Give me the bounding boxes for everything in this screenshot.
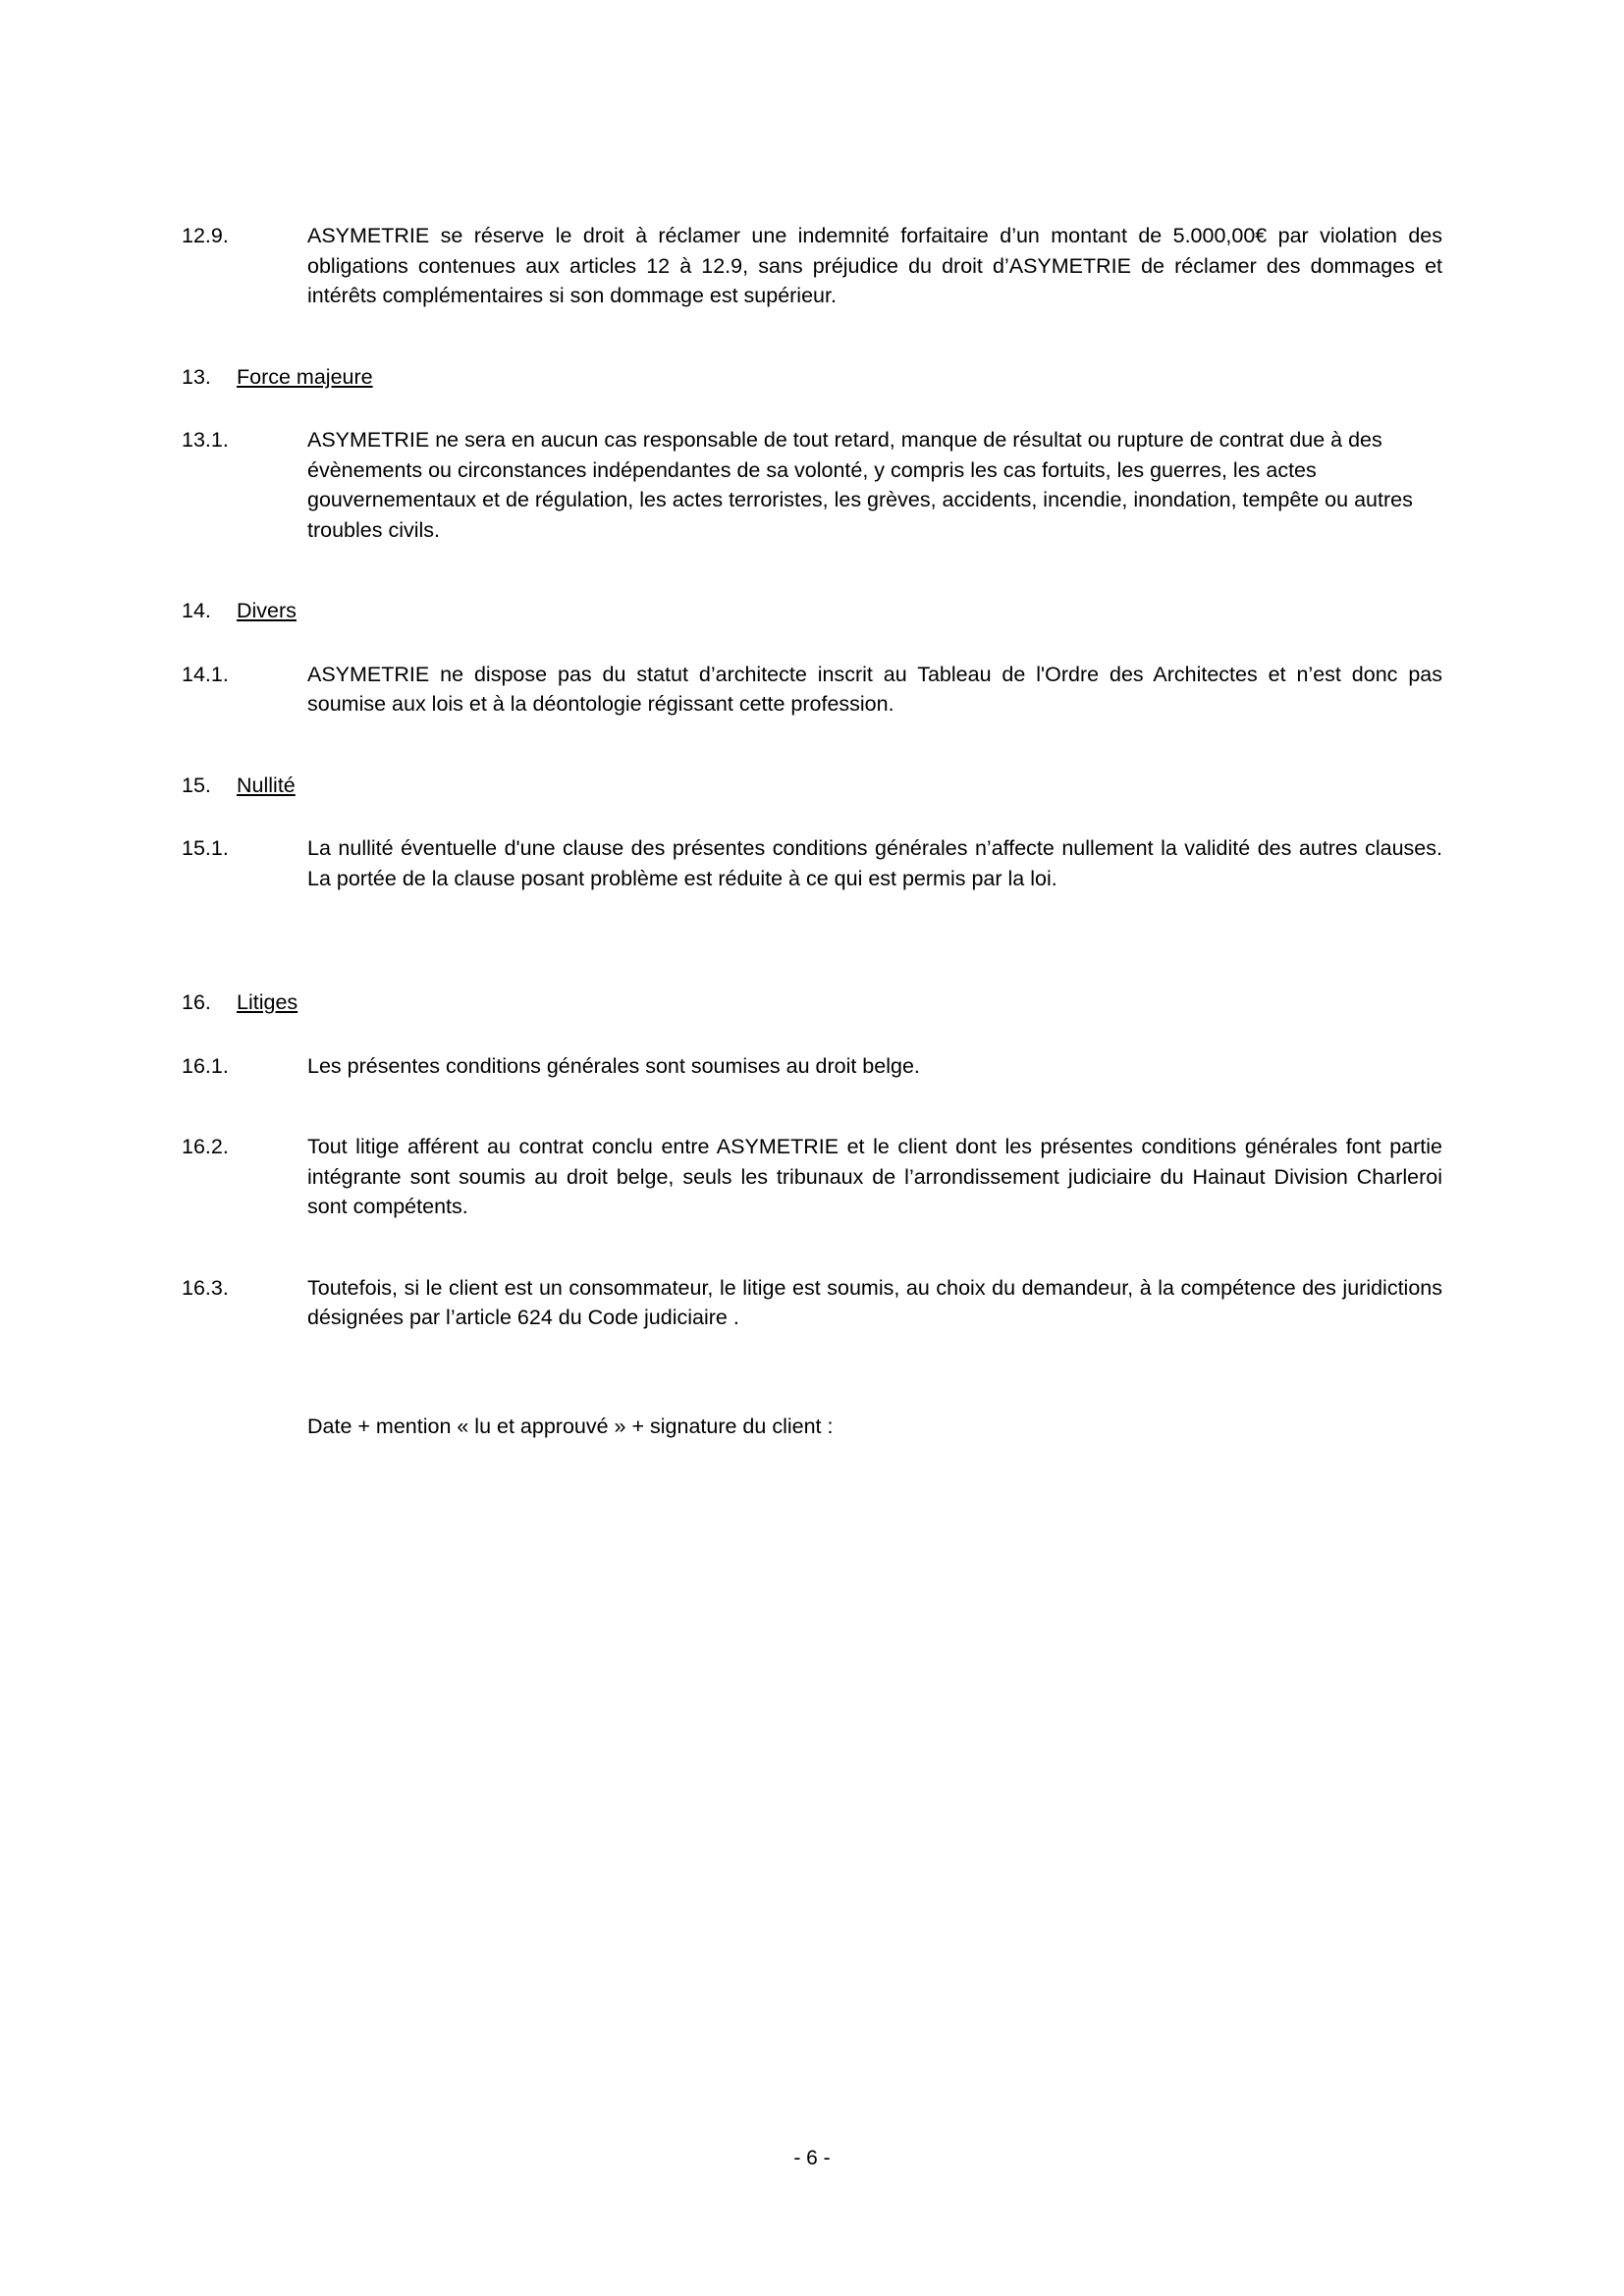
clause-text: Tout litige afférent au contrat conclu entre ASYMETRIE et le client dont les présentes conditions générales font partie intégrante sont soumis au droit belge, seuls les tribunaux de l’arrondissement judiciaire du Hainaut Division Charleroi sont compétents. [307, 1135, 1442, 1219]
clause-text: ASYMETRIE se réserve le droit à réclamer une indemnité forfaitaire d’un montant de 5.000,00€ par violation des obligations contenues aux articles 12 à 12.9, sans préjudice du droit d’ASYMETRIE de réclamer des dommages et intérêts complémentaires si son dommage est supérieur. [307, 224, 1442, 308]
heading-number: 15. [182, 773, 211, 797]
clause-text: Toutefois, si le client est un consommateur, le litige est soumis, au choix du demandeur, à la compétence des juridictions désignées par l’article 624 du Code judiciaire . [307, 1275, 1442, 1330]
page-number: - 6 - [793, 2147, 831, 2169]
heading-number: 13. [182, 364, 211, 389]
heading-title: Nullité [237, 773, 296, 797]
clause-16-3 [182, 1273, 1442, 1333]
spacer [182, 1366, 1442, 1412]
clause-15-1 [182, 833, 1442, 893]
spacer [182, 927, 1442, 988]
spacer [182, 578, 1442, 596]
clause-number: 15.1. [182, 836, 229, 861]
spacer [182, 1114, 1442, 1132]
spacer [182, 1255, 1442, 1273]
clause-16-1 [182, 1051, 1442, 1082]
heading-13 [182, 362, 1442, 393]
clause-text: La nullité éventuelle d'une clause des présentes conditions générales n’affecte nullement la validité des autres clauses. La portée de la clause posant problème est réduite à ce qui est permis par la loi. [307, 836, 1442, 890]
heading-title: Force majeure [237, 364, 373, 389]
spacer [182, 345, 1442, 362]
document-content [182, 221, 1442, 1441]
clause-text: Les présentes conditions générales sont soumises au droit belge. [307, 1053, 920, 1078]
heading-number: 14. [182, 599, 211, 623]
clause-12-9 [182, 221, 1442, 311]
clause-number: 16.3. [182, 1275, 229, 1300]
heading-15 [182, 771, 1442, 801]
clause-number: 16.1. [182, 1053, 229, 1078]
heading-title: Divers [237, 599, 297, 623]
clause-number: 12.9. [182, 224, 229, 247]
clause-text: ASYMETRIE ne sera en aucun cas responsable de tout retard, manque de résultat ou rupture de contrat due à des évènements ou circonstances indépendantes de sa volonté, y compris les cas fortuits, les guerres, les actes gouvernementaux et de régulation, les actes terroristes, les grèves, accidents, incendie, inondation, tempête ou autres troubles civils. [307, 428, 1413, 542]
clause-number: 13.1. [182, 428, 229, 453]
clause-text: ASYMETRIE ne dispose pas du statut d’architecte inscrit au Tableau de l'Ordre des Architectes et n’est donc pas soumise aux lois et à la déontologie régissant cette profession. [307, 662, 1442, 717]
clause-number: 14.1. [182, 662, 229, 686]
spacer [182, 753, 1442, 771]
signature-line: Date + mention « lu et approuvé » + signature du client : [307, 1414, 834, 1438]
heading-number: 16. [182, 990, 211, 1015]
heading-title: Litiges [237, 990, 298, 1015]
clause-13-1 [182, 425, 1442, 545]
heading-16 [182, 988, 1442, 1018]
clause-14-1 [182, 660, 1442, 720]
clause-number: 16.2. [182, 1135, 229, 1159]
heading-14 [182, 596, 1442, 626]
clause-16-2 [182, 1132, 1442, 1222]
